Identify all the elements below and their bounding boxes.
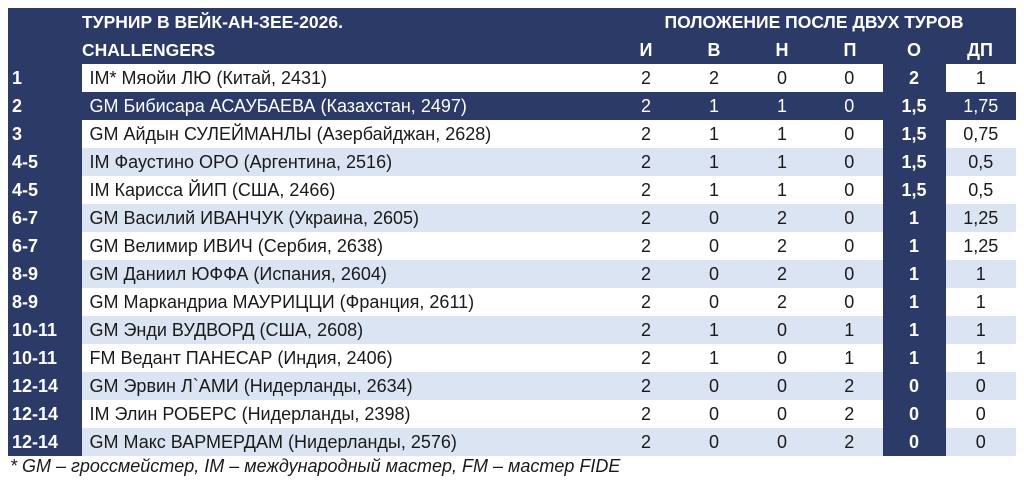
losses-cell: 1 bbox=[816, 316, 884, 344]
points-cell: 1,5 bbox=[884, 120, 944, 148]
games-cell: 2 bbox=[612, 372, 680, 400]
table-row bbox=[8, 288, 1016, 316]
wins-cell: 0 bbox=[680, 232, 748, 260]
table-row bbox=[8, 176, 1016, 204]
points-cell: 2 bbox=[884, 64, 944, 92]
losses-cell: 0 bbox=[816, 288, 884, 316]
header-corner bbox=[8, 8, 80, 36]
draws-cell: 1 bbox=[748, 176, 816, 204]
rank-cell: 4-5 bbox=[8, 148, 80, 176]
tiebreak-cell: 0 bbox=[944, 372, 1016, 400]
games-cell: 2 bbox=[612, 316, 680, 344]
rank-cell: 8-9 bbox=[8, 260, 80, 288]
draws-cell: 0 bbox=[748, 428, 816, 456]
col-tiebreak-header: ДП bbox=[944, 36, 1016, 64]
col-points-header: О bbox=[884, 36, 944, 64]
player-name: GM Макс ВАРМЕРДАМ (Нидерланды, 2576) bbox=[80, 428, 612, 456]
draws-cell: 0 bbox=[748, 316, 816, 344]
tiebreak-cell: 0 bbox=[944, 428, 1016, 456]
table-row bbox=[8, 260, 1016, 288]
games-cell: 2 bbox=[612, 64, 680, 92]
draws-cell: 2 bbox=[748, 232, 816, 260]
rank-cell: 3 bbox=[8, 120, 80, 148]
tournament-title: ТУРНИР В ВЕЙК-АН-ЗЕЕ-2026. bbox=[80, 8, 612, 36]
player-name: GM Айдын СУЛЕЙМАНЛЫ (Азербайджан, 2628) bbox=[80, 120, 612, 148]
table-row bbox=[8, 400, 1016, 428]
col-losses-header: П bbox=[816, 36, 884, 64]
wins-cell: 1 bbox=[680, 316, 748, 344]
draws-cell: 1 bbox=[748, 92, 816, 120]
games-cell: 2 bbox=[612, 148, 680, 176]
games-cell: 2 bbox=[612, 344, 680, 372]
losses-cell: 2 bbox=[816, 428, 884, 456]
wins-cell: 1 bbox=[680, 176, 748, 204]
rank-cell: 1 bbox=[8, 64, 80, 92]
draws-cell: 0 bbox=[748, 400, 816, 428]
games-cell: 2 bbox=[612, 288, 680, 316]
points-cell: 1 bbox=[884, 316, 944, 344]
player-name: GM Велимир ИВИЧ (Сербия, 2638) bbox=[80, 232, 612, 260]
table-row bbox=[8, 120, 1016, 148]
draws-cell: 1 bbox=[748, 148, 816, 176]
draws-cell: 0 bbox=[748, 64, 816, 92]
player-name: FM Ведант ПАНЕСАР (Индия, 2406) bbox=[80, 344, 612, 372]
col-games-header: И bbox=[612, 36, 680, 64]
tiebreak-cell: 0,5 bbox=[944, 148, 1016, 176]
rank-cell: 10-11 bbox=[8, 344, 80, 372]
table-row bbox=[8, 316, 1016, 344]
losses-cell: 2 bbox=[816, 400, 884, 428]
wins-cell: 0 bbox=[680, 260, 748, 288]
tiebreak-cell: 1 bbox=[944, 344, 1016, 372]
player-name: IM Карисса ЙИП (США, 2466) bbox=[80, 176, 612, 204]
wins-cell: 1 bbox=[680, 148, 748, 176]
points-cell: 0 bbox=[884, 400, 944, 428]
rank-cell: 4-5 bbox=[8, 176, 80, 204]
rank-cell: 8-9 bbox=[8, 288, 80, 316]
games-cell: 2 bbox=[612, 120, 680, 148]
rank-cell: 12-14 bbox=[8, 400, 80, 428]
losses-cell: 0 bbox=[816, 148, 884, 176]
wins-cell: 0 bbox=[680, 428, 748, 456]
tiebreak-cell: 1 bbox=[944, 64, 1016, 92]
games-cell: 2 bbox=[612, 260, 680, 288]
points-cell: 0 bbox=[884, 428, 944, 456]
points-cell: 1 bbox=[884, 344, 944, 372]
rank-cell: 6-7 bbox=[8, 232, 80, 260]
player-name: GM Маркандриа МАУРИЦЦИ (Франция, 2611) bbox=[80, 288, 612, 316]
games-cell: 2 bbox=[612, 428, 680, 456]
games-cell: 2 bbox=[612, 204, 680, 232]
points-cell: 1 bbox=[884, 260, 944, 288]
tournament-subtitle: CHALLENGERS bbox=[80, 36, 612, 64]
header-row-2 bbox=[8, 36, 1016, 64]
games-cell: 2 bbox=[612, 92, 680, 120]
losses-cell: 0 bbox=[816, 92, 884, 120]
wins-cell: 0 bbox=[680, 372, 748, 400]
points-cell: 0 bbox=[884, 372, 944, 400]
wins-cell: 2 bbox=[680, 64, 748, 92]
wins-cell: 0 bbox=[680, 204, 748, 232]
wins-cell: 1 bbox=[680, 92, 748, 120]
losses-cell: 0 bbox=[816, 232, 884, 260]
losses-cell: 1 bbox=[816, 344, 884, 372]
tiebreak-cell: 1 bbox=[944, 316, 1016, 344]
table-row bbox=[8, 372, 1016, 400]
tiebreak-cell: 1 bbox=[944, 288, 1016, 316]
games-cell: 2 bbox=[612, 176, 680, 204]
points-cell: 1 bbox=[884, 232, 944, 260]
player-name: GM Эрвин Л`АМИ (Нидерланды, 2634) bbox=[80, 372, 612, 400]
table-row bbox=[8, 92, 1016, 120]
standings-body bbox=[8, 8, 1016, 456]
rank-cell: 12-14 bbox=[8, 372, 80, 400]
table-row bbox=[8, 204, 1016, 232]
draws-cell: 2 bbox=[748, 288, 816, 316]
table-row bbox=[8, 148, 1016, 176]
points-cell: 1,5 bbox=[884, 148, 944, 176]
table-row bbox=[8, 64, 1016, 92]
points-cell: 1 bbox=[884, 288, 944, 316]
standing-title: ПОЛОЖЕНИЕ ПОСЛЕ ДВУХ ТУРОВ bbox=[612, 8, 1016, 36]
header-corner-2 bbox=[8, 36, 80, 64]
tiebreak-cell: 1,25 bbox=[944, 204, 1016, 232]
player-name: IM Фаустино ОРО (Аргентина, 2516) bbox=[80, 148, 612, 176]
games-cell: 2 bbox=[612, 400, 680, 428]
col-draws-header: Н bbox=[748, 36, 816, 64]
points-cell: 1 bbox=[884, 204, 944, 232]
footnote: * GM – гроссмейстер, IM – международный мастер, FM – мастер FIDE bbox=[10, 456, 621, 476]
draws-cell: 2 bbox=[748, 204, 816, 232]
losses-cell: 0 bbox=[816, 176, 884, 204]
table-row bbox=[8, 232, 1016, 260]
player-name: IM* Мяойи ЛЮ (Китай, 2431) bbox=[80, 64, 612, 92]
points-cell: 1,5 bbox=[884, 176, 944, 204]
losses-cell: 0 bbox=[816, 260, 884, 288]
player-name: GM Даниил ЮФФА (Испания, 2604) bbox=[80, 260, 612, 288]
losses-cell: 2 bbox=[816, 372, 884, 400]
table-row bbox=[8, 344, 1016, 372]
points-cell: 1,5 bbox=[884, 92, 944, 120]
player-name: IM Элин РОБЕРС (Нидерланды, 2398) bbox=[80, 400, 612, 428]
wins-cell: 1 bbox=[680, 120, 748, 148]
rank-cell: 2 bbox=[8, 92, 80, 120]
losses-cell: 0 bbox=[816, 204, 884, 232]
draws-cell: 0 bbox=[748, 372, 816, 400]
draws-cell: 2 bbox=[748, 260, 816, 288]
tiebreak-cell: 1,75 bbox=[944, 92, 1016, 120]
games-cell: 2 bbox=[612, 232, 680, 260]
table-row bbox=[8, 428, 1016, 456]
tiebreak-cell: 0 bbox=[944, 400, 1016, 428]
wins-cell: 1 bbox=[680, 344, 748, 372]
standings-table bbox=[8, 8, 1016, 456]
tiebreak-cell: 0,75 bbox=[944, 120, 1016, 148]
tiebreak-cell: 1 bbox=[944, 260, 1016, 288]
losses-cell: 0 bbox=[816, 64, 884, 92]
wins-cell: 0 bbox=[680, 288, 748, 316]
rank-cell: 12-14 bbox=[8, 428, 80, 456]
wins-cell: 0 bbox=[680, 400, 748, 428]
col-wins-header: В bbox=[680, 36, 748, 64]
player-name: GM Василий ИВАНЧУК (Украина, 2605) bbox=[80, 204, 612, 232]
losses-cell: 0 bbox=[816, 120, 884, 148]
tiebreak-cell: 1,25 bbox=[944, 232, 1016, 260]
tiebreak-cell: 0,5 bbox=[944, 176, 1016, 204]
draws-cell: 0 bbox=[748, 344, 816, 372]
header-row-1 bbox=[8, 8, 1016, 36]
player-name: GM Бибисара АСАУБАЕВА (Казахстан, 2497) bbox=[80, 92, 612, 120]
rank-cell: 6-7 bbox=[8, 204, 80, 232]
draws-cell: 1 bbox=[748, 120, 816, 148]
rank-cell: 10-11 bbox=[8, 316, 80, 344]
player-name: GM Энди ВУДВОРД (США, 2608) bbox=[80, 316, 612, 344]
